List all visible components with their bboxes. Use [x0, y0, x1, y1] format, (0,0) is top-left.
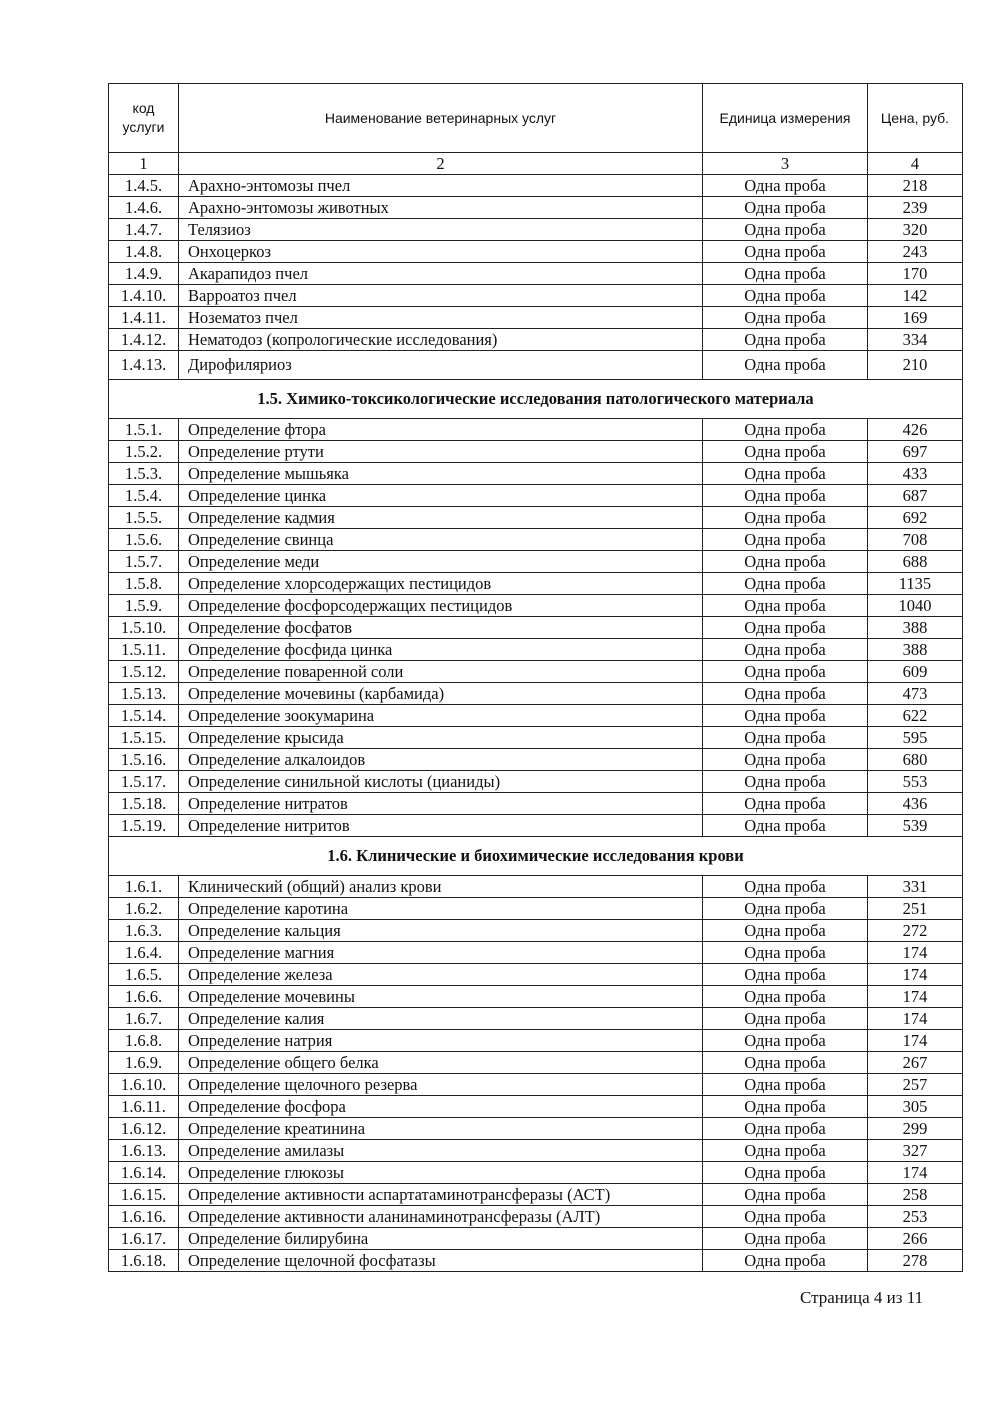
price-value: 272: [868, 920, 963, 942]
price-value: 334: [868, 329, 963, 351]
price-value: 687: [868, 485, 963, 507]
unit-of-measure: Одна проба: [703, 661, 868, 683]
service-code: 1.5.9.: [109, 595, 179, 617]
price-value: 253: [868, 1206, 963, 1228]
service-name: Арахно-энтомозы пчел: [179, 175, 703, 197]
service-name: Определение железа: [179, 964, 703, 986]
service-code: 1.6.15.: [109, 1184, 179, 1206]
unit-of-measure: Одна проба: [703, 463, 868, 485]
price-value: 218: [868, 175, 963, 197]
price-value: 680: [868, 749, 963, 771]
unit-of-measure: Одна проба: [703, 942, 868, 964]
price-value: 305: [868, 1096, 963, 1118]
service-code: 1.4.13.: [109, 351, 179, 380]
unit-of-measure: Одна проба: [703, 727, 868, 749]
unit-of-measure: Одна проба: [703, 1008, 868, 1030]
service-name: Определение магния: [179, 942, 703, 964]
service-code: 1.5.10.: [109, 617, 179, 639]
service-name: Определение свинца: [179, 529, 703, 551]
price-value: 170: [868, 263, 963, 285]
service-code: 1.6.18.: [109, 1250, 179, 1272]
service-code: 1.5.4.: [109, 485, 179, 507]
service-name: Акарапидоз пчел: [179, 263, 703, 285]
service-name: Определение фтора: [179, 419, 703, 441]
service-name: Определение нитритов: [179, 815, 703, 837]
price-value: 257: [868, 1074, 963, 1096]
table-row: [109, 595, 963, 617]
price-value: 142: [868, 285, 963, 307]
price-value: 174: [868, 942, 963, 964]
table-row: [109, 771, 963, 793]
service-name: Определение ртути: [179, 441, 703, 463]
service-code: 1.4.9.: [109, 263, 179, 285]
service-name: Определение алкалоидов: [179, 749, 703, 771]
price-value: 1040: [868, 595, 963, 617]
service-name: Определение цинка: [179, 485, 703, 507]
service-name: Варроатоз пчел: [179, 285, 703, 307]
service-code: 1.6.9.: [109, 1052, 179, 1074]
table-row: [109, 1228, 963, 1250]
service-code: 1.5.1.: [109, 419, 179, 441]
service-code: 1.6.11.: [109, 1096, 179, 1118]
table-row: [109, 705, 963, 727]
service-code: 1.4.7.: [109, 219, 179, 241]
table-row: [109, 1184, 963, 1206]
price-value: 243: [868, 241, 963, 263]
unit-of-measure: Одна проба: [703, 876, 868, 898]
price-value: 169: [868, 307, 963, 329]
unit-of-measure: Одна проба: [703, 1140, 868, 1162]
table-row: [109, 197, 963, 219]
table-row: [109, 639, 963, 661]
table-row: [109, 463, 963, 485]
table-row: [109, 219, 963, 241]
price-value: 174: [868, 1162, 963, 1184]
table-row: [109, 573, 963, 595]
unit-of-measure: Одна проба: [703, 573, 868, 595]
service-name: Определение хлорсодержащих пестицидов: [179, 573, 703, 595]
service-code: 1.6.12.: [109, 1118, 179, 1140]
table-row: [109, 263, 963, 285]
unit-of-measure: Одна проба: [703, 964, 868, 986]
header-name: Наименование ветеринарных услуг: [179, 84, 703, 153]
price-value: 210: [868, 351, 963, 380]
table-row: [109, 551, 963, 573]
table-body: [109, 175, 963, 1272]
unit-of-measure: Одна проба: [703, 898, 868, 920]
service-name: Определение кадмия: [179, 507, 703, 529]
price-value: 299: [868, 1118, 963, 1140]
service-name: Определение билирубина: [179, 1228, 703, 1250]
service-name: Телязиоз: [179, 219, 703, 241]
table-row: [109, 419, 963, 441]
price-value: 239: [868, 197, 963, 219]
price-value: 388: [868, 617, 963, 639]
service-name: Определение каротина: [179, 898, 703, 920]
service-name: Клинический (общий) анализ крови: [179, 876, 703, 898]
unit-of-measure: Одна проба: [703, 683, 868, 705]
price-value: 251: [868, 898, 963, 920]
price-value: 688: [868, 551, 963, 573]
service-name: Определение зоокумарина: [179, 705, 703, 727]
unit-of-measure: Одна проба: [703, 1096, 868, 1118]
service-code: 1.6.5.: [109, 964, 179, 986]
unit-of-measure: Одна проба: [703, 1074, 868, 1096]
price-value: 595: [868, 727, 963, 749]
unit-of-measure: Одна проба: [703, 595, 868, 617]
price-table: [108, 83, 963, 1272]
table-row: [109, 898, 963, 920]
table-row: [109, 329, 963, 351]
table-row: [109, 920, 963, 942]
unit-of-measure: Одна проба: [703, 771, 868, 793]
table-row: [109, 683, 963, 705]
page-number: Страница 4 из 11: [800, 1288, 924, 1307]
service-name: Определение щелочного резерва: [179, 1074, 703, 1096]
service-name: Определение фосфора: [179, 1096, 703, 1118]
price-value: 174: [868, 986, 963, 1008]
table-row: [109, 1074, 963, 1096]
table-row: [109, 1118, 963, 1140]
table-row: [109, 307, 963, 329]
service-code: 1.5.5.: [109, 507, 179, 529]
service-name: Определение фосфида цинка: [179, 639, 703, 661]
service-code: 1.6.1.: [109, 876, 179, 898]
table-row: [109, 529, 963, 551]
service-code: 1.5.13.: [109, 683, 179, 705]
service-name: Определение мочевины (карбамида): [179, 683, 703, 705]
service-name: Определение амилазы: [179, 1140, 703, 1162]
service-code: 1.5.2.: [109, 441, 179, 463]
price-value: 320: [868, 219, 963, 241]
service-name: Нематодоз (копрологические исследования): [179, 329, 703, 351]
price-value: 258: [868, 1184, 963, 1206]
unit-of-measure: Одна проба: [703, 175, 868, 197]
service-code: 1.6.3.: [109, 920, 179, 942]
table-row: [109, 175, 963, 197]
service-code: 1.5.18.: [109, 793, 179, 815]
price-value: 433: [868, 463, 963, 485]
unit-of-measure: Одна проба: [703, 815, 868, 837]
service-name: Определение мышьяка: [179, 463, 703, 485]
service-code: 1.5.19.: [109, 815, 179, 837]
price-value: 697: [868, 441, 963, 463]
service-name: Онхоцеркоз: [179, 241, 703, 263]
unit-of-measure: Одна проба: [703, 617, 868, 639]
header-unit: Единица измерения: [703, 84, 868, 153]
unit-of-measure: Одна проба: [703, 1206, 868, 1228]
service-name: Определение синильной кислоты (цианиды): [179, 771, 703, 793]
service-name: Определение натрия: [179, 1030, 703, 1052]
table-row: [109, 986, 963, 1008]
service-name: Арахно-энтомозы животных: [179, 197, 703, 219]
price-value: 473: [868, 683, 963, 705]
column-number: 2: [179, 153, 703, 175]
service-name: Дирофиляриоз: [179, 351, 703, 380]
table-row: [109, 876, 963, 898]
table-row: [109, 241, 963, 263]
service-code: 1.6.6.: [109, 986, 179, 1008]
service-name: Определение общего белка: [179, 1052, 703, 1074]
service-code: 1.6.17.: [109, 1228, 179, 1250]
price-value: 267: [868, 1052, 963, 1074]
service-code: 1.4.8.: [109, 241, 179, 263]
service-code: 1.4.10.: [109, 285, 179, 307]
price-value: 331: [868, 876, 963, 898]
table-row: [109, 1096, 963, 1118]
service-code: 1.6.8.: [109, 1030, 179, 1052]
unit-of-measure: Одна проба: [703, 1118, 868, 1140]
service-code: 1.5.8.: [109, 573, 179, 595]
service-name: Определение активности аланинаминотрансферазы (АЛТ): [179, 1206, 703, 1228]
price-value: 388: [868, 639, 963, 661]
service-code: 1.5.17.: [109, 771, 179, 793]
table-row: [109, 617, 963, 639]
table-row: [109, 351, 963, 380]
table-row: [109, 661, 963, 683]
service-name: Определение активности аспартатаминотрансферазы (АСТ): [179, 1184, 703, 1206]
unit-of-measure: Одна проба: [703, 263, 868, 285]
unit-of-measure: Одна проба: [703, 219, 868, 241]
unit-of-measure: Одна проба: [703, 441, 868, 463]
service-name: Определение глюкозы: [179, 1162, 703, 1184]
service-name: Определение нитратов: [179, 793, 703, 815]
service-code: 1.6.4.: [109, 942, 179, 964]
unit-of-measure: Одна проба: [703, 419, 868, 441]
table-row: [109, 485, 963, 507]
price-value: 622: [868, 705, 963, 727]
table-row: [109, 964, 963, 986]
service-code: 1.5.16.: [109, 749, 179, 771]
unit-of-measure: Одна проба: [703, 986, 868, 1008]
price-value: 553: [868, 771, 963, 793]
service-code: 1.5.12.: [109, 661, 179, 683]
table-row: [109, 1052, 963, 1074]
section-heading-row: [109, 380, 963, 419]
service-name: Определение крысида: [179, 727, 703, 749]
unit-of-measure: Одна проба: [703, 749, 868, 771]
price-value: 436: [868, 793, 963, 815]
unit-of-measure: Одна проба: [703, 329, 868, 351]
section-heading: 1.6. Клинические и биохимические исследования крови: [109, 837, 963, 876]
price-value: 692: [868, 507, 963, 529]
table-row: [109, 1206, 963, 1228]
service-name: Определение щелочной фосфатазы: [179, 1250, 703, 1272]
service-name: Определение поваренной соли: [179, 661, 703, 683]
price-value: 609: [868, 661, 963, 683]
unit-of-measure: Одна проба: [703, 307, 868, 329]
unit-of-measure: Одна проба: [703, 793, 868, 815]
unit-of-measure: Одна проба: [703, 507, 868, 529]
unit-of-measure: Одна проба: [703, 920, 868, 942]
unit-of-measure: Одна проба: [703, 1250, 868, 1272]
service-code: 1.5.14.: [109, 705, 179, 727]
service-code: 1.5.3.: [109, 463, 179, 485]
service-code: 1.6.7.: [109, 1008, 179, 1030]
column-number: 3: [703, 153, 868, 175]
unit-of-measure: Одна проба: [703, 1162, 868, 1184]
table-row: [109, 441, 963, 463]
service-code: 1.4.11.: [109, 307, 179, 329]
service-code: 1.4.6.: [109, 197, 179, 219]
table-row: [109, 793, 963, 815]
unit-of-measure: Одна проба: [703, 705, 868, 727]
table-row: [109, 815, 963, 837]
table-row: [109, 727, 963, 749]
unit-of-measure: Одна проба: [703, 1184, 868, 1206]
table-header: [109, 84, 963, 175]
service-code: 1.5.11.: [109, 639, 179, 661]
service-code: 1.6.10.: [109, 1074, 179, 1096]
table-row: [109, 1250, 963, 1272]
section-heading: 1.5. Химико-токсикологические исследования патологического материала: [109, 380, 963, 419]
service-name: Определение фосфорсодержащих пестицидов: [179, 595, 703, 617]
unit-of-measure: Одна проба: [703, 1030, 868, 1052]
service-code: 1.5.6.: [109, 529, 179, 551]
unit-of-measure: Одна проба: [703, 285, 868, 307]
table-row: [109, 507, 963, 529]
service-code: 1.4.12.: [109, 329, 179, 351]
table-row: [109, 1162, 963, 1184]
service-name: Определение кальция: [179, 920, 703, 942]
service-code: 1.5.15.: [109, 727, 179, 749]
service-name: Определение калия: [179, 1008, 703, 1030]
price-value: 539: [868, 815, 963, 837]
column-number: 1: [109, 153, 179, 175]
service-code: 1.6.13.: [109, 1140, 179, 1162]
column-number: 4: [868, 153, 963, 175]
service-code: 1.5.7.: [109, 551, 179, 573]
service-code: 1.6.2.: [109, 898, 179, 920]
table-row: [109, 942, 963, 964]
service-name: Определение фосфатов: [179, 617, 703, 639]
table-row: [109, 1008, 963, 1030]
column-number-row: [109, 153, 963, 175]
price-value: 174: [868, 1030, 963, 1052]
table-row: [109, 1030, 963, 1052]
unit-of-measure: Одна проба: [703, 639, 868, 661]
price-value: 174: [868, 1008, 963, 1030]
price-value: 278: [868, 1250, 963, 1272]
table-row: [109, 749, 963, 771]
section-heading-row: [109, 837, 963, 876]
service-code: 1.6.16.: [109, 1206, 179, 1228]
service-code: 1.6.14.: [109, 1162, 179, 1184]
price-value: 1135: [868, 573, 963, 595]
price-value: 708: [868, 529, 963, 551]
price-value: 426: [868, 419, 963, 441]
unit-of-measure: Одна проба: [703, 351, 868, 380]
service-name: Определение меди: [179, 551, 703, 573]
header-code: код услуги: [109, 84, 179, 153]
service-name: Определение креатинина: [179, 1118, 703, 1140]
price-value: 327: [868, 1140, 963, 1162]
price-value: 266: [868, 1228, 963, 1250]
unit-of-measure: Одна проба: [703, 529, 868, 551]
service-name: Нозематоз пчел: [179, 307, 703, 329]
unit-of-measure: Одна проба: [703, 241, 868, 263]
table-row: [109, 285, 963, 307]
unit-of-measure: Одна проба: [703, 551, 868, 573]
table-row: [109, 1140, 963, 1162]
unit-of-measure: Одна проба: [703, 485, 868, 507]
unit-of-measure: Одна проба: [703, 1228, 868, 1250]
service-name: Определение мочевины: [179, 986, 703, 1008]
unit-of-measure: Одна проба: [703, 197, 868, 219]
price-value: 174: [868, 964, 963, 986]
service-code: 1.4.5.: [109, 175, 179, 197]
unit-of-measure: Одна проба: [703, 1052, 868, 1074]
header-price: Цена, руб.: [868, 84, 963, 153]
